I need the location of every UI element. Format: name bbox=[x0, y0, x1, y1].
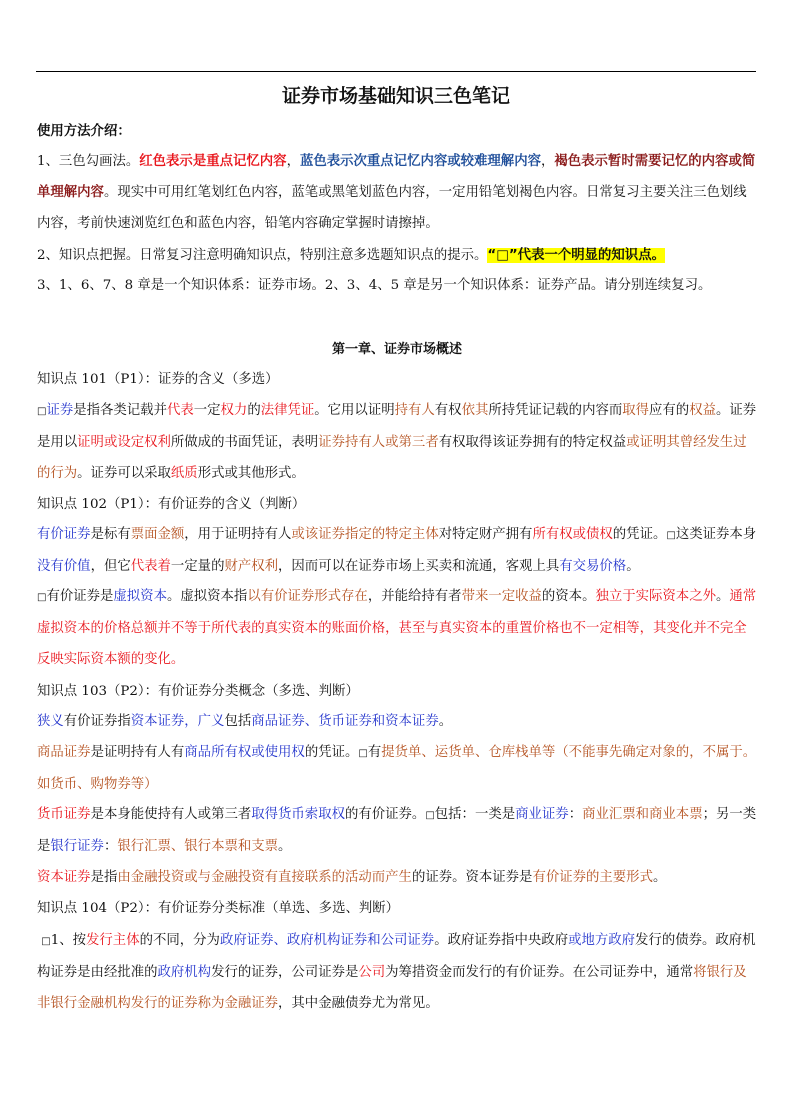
knowledge-point-marker-note: “□”代表一个明显的知识点。 bbox=[487, 248, 665, 263]
text-span: 狭义 bbox=[37, 714, 64, 729]
text-span: 提货单、运货单、仓库栈单等（不能事先确定对象的，不属于。如货币、购物券等） bbox=[37, 745, 757, 792]
text-span: 代表 bbox=[166, 403, 194, 418]
text-span: 货币证券 bbox=[37, 807, 91, 822]
kp104-heading: 知识点 104（P2）：有价证券分类标准（单选、多选、判断） bbox=[37, 901, 400, 916]
text-span: 发行的证券，公司证券是 bbox=[211, 965, 359, 980]
text-span: 是本身能使持有人或第三者 bbox=[90, 807, 252, 822]
text-span: 商品证券、货币证券和资本证券 bbox=[251, 714, 439, 729]
text-span: 。 bbox=[438, 714, 453, 729]
text-span: 有权取得该证券拥有的特定权益 bbox=[438, 435, 627, 450]
text-span: 是标有 bbox=[90, 527, 131, 542]
text-span: 取得 bbox=[622, 403, 650, 418]
kp103-money-securities bbox=[37, 799, 757, 862]
text-span: 是指 bbox=[90, 870, 118, 885]
kp101-heading: 知识点 101（P1）：证券的含义（多选） bbox=[37, 372, 279, 387]
usage-2-text: 2、知识点把握。日常复习注意明确知识点，特别注意多选题知识点的提示。 bbox=[37, 248, 488, 263]
text-span: 。 bbox=[278, 839, 292, 854]
text-span: 由金融投资或与金融投资有直接联系的活动而产生 bbox=[117, 870, 412, 885]
text-span: 应有的 bbox=[649, 403, 690, 418]
text-span: 是指各类记载并 bbox=[73, 403, 167, 418]
text-span: 权力 bbox=[220, 403, 248, 418]
text-span: ，广义 bbox=[184, 714, 225, 729]
text-span: 独立于实际资本之外 bbox=[595, 589, 716, 604]
text-span: 依其 bbox=[461, 403, 489, 418]
text-span: 带来一定收益 bbox=[461, 589, 542, 604]
usage-1-prefix: 1、三色勾画法。 bbox=[37, 154, 140, 169]
text-span: 有价证券指 bbox=[63, 714, 131, 729]
usage-paragraph-2 bbox=[37, 240, 757, 271]
usage-1-sep: ， bbox=[286, 154, 300, 169]
text-span: 资本证券 bbox=[37, 870, 91, 885]
text-span: 没有价值 bbox=[37, 559, 91, 574]
text-span: 法律凭证 bbox=[260, 403, 315, 418]
text-span: 有权 bbox=[434, 403, 462, 418]
text-span: 一定 bbox=[193, 403, 221, 418]
usage-paragraph-3: 3、1、6、7、8 章是一个知识体系：证券市场。2、3、4、5 章是另一个知识体系：证券产品。请分别连续复习。 bbox=[37, 278, 712, 293]
text-span: ，因而可以在证券市场上买卖和流通，客观上具 bbox=[278, 559, 560, 574]
text-span: 。虚拟资本指 bbox=[166, 589, 248, 604]
kp103-narrow-broad bbox=[37, 706, 757, 737]
text-span: 或该证券指定的特定主体 bbox=[291, 527, 439, 542]
brown-meaning-text: 褐色表示暂时需要记忆的内容或简单理解内容 bbox=[37, 154, 756, 200]
text-span: 政府机构 bbox=[157, 965, 212, 980]
text-span: 所持凭证记载的内容而 bbox=[488, 403, 623, 418]
text-span: 。 bbox=[626, 559, 640, 574]
text-span: 商业证券 bbox=[515, 807, 569, 822]
text-span: 是 bbox=[100, 589, 114, 604]
text-span: 的凭证。 bbox=[304, 745, 359, 760]
text-span: 有 bbox=[367, 745, 382, 760]
text-span: 一定量的 bbox=[170, 559, 225, 574]
text-span: 商品证券 bbox=[37, 745, 91, 760]
kp103-commodity-securities bbox=[37, 737, 757, 800]
text-span: 形式或其他形式。 bbox=[197, 466, 305, 481]
text-span: 的不同，分为 bbox=[139, 933, 220, 948]
knowledge-point-icon: □ bbox=[37, 592, 47, 603]
document-title: 证券市场基础知识三色笔记 bbox=[281, 85, 510, 107]
knowledge-point-icon: □ bbox=[41, 936, 51, 947]
usage-1-rest: 。现实中可用红笔划红色内容，蓝笔或黑笔划蓝色内容，一定用铅笔划褐色内容。日常复习主要关注三色划线内容，考前快速浏览红色和蓝色内容，铅笔内容确定掌握时请擦掉。 bbox=[37, 185, 747, 231]
text-span: 有价证券的主要形式 bbox=[532, 870, 653, 885]
text-span: 纸质 bbox=[170, 466, 198, 481]
usage-paragraph-1 bbox=[37, 146, 757, 239]
term-valuable-securities: 有价证券 bbox=[37, 527, 91, 542]
text-span: 所有权或债权 bbox=[532, 527, 613, 542]
text-span: 是证明持有人有 bbox=[90, 745, 185, 760]
text-span: 证明或设定权利 bbox=[77, 435, 171, 450]
text-span: 的凭证。 bbox=[612, 527, 667, 542]
usage-1-sep: ， bbox=[540, 154, 555, 169]
text-span: 有交易价格 bbox=[559, 559, 627, 574]
text-span: 对特定财产拥有 bbox=[438, 527, 533, 542]
kp103-heading: 知识点 103（P2）：有价证券分类概念（多选、判断） bbox=[37, 684, 359, 699]
text-span: 的资本。 bbox=[541, 589, 596, 604]
text-span: 包括：一类是 bbox=[434, 807, 516, 822]
text-span: 持有人 bbox=[394, 403, 435, 418]
text-span: 发行的债券。政府机构证券是由经批准的 bbox=[37, 933, 756, 980]
text-span: ，其中金融债券尤为常见。 bbox=[278, 996, 439, 1011]
term-securities: 证券 bbox=[46, 403, 74, 418]
text-span: 权益 bbox=[689, 403, 716, 418]
text-span: ；另一类是 bbox=[37, 807, 757, 854]
blue-meaning-text: 蓝色表示次重点记忆内容或较难理解内容 bbox=[299, 154, 541, 169]
kp102-body-1 bbox=[37, 519, 757, 582]
knowledge-point-icon: □ bbox=[37, 406, 47, 417]
text-span: 或 bbox=[626, 435, 640, 450]
text-span: ： bbox=[568, 807, 583, 822]
text-span: 。政府证券指中央政府 bbox=[434, 933, 569, 948]
text-span: 以有价证券形式存在 bbox=[247, 589, 368, 604]
knowledge-point-icon: □ bbox=[358, 748, 368, 759]
kp103-capital-securities bbox=[37, 862, 757, 893]
text-span: 虚拟资本 bbox=[113, 589, 167, 604]
text-span: 取得货币索取权 bbox=[251, 807, 345, 822]
text-span: ： bbox=[103, 839, 118, 854]
usage-heading: 使用方法介绍： bbox=[37, 124, 131, 139]
text-span: 有价证券 bbox=[46, 589, 101, 604]
knowledge-point-icon: □ bbox=[666, 530, 676, 541]
text-span: 。证券可以采取 bbox=[77, 466, 171, 481]
text-span: ，用于证明持有人 bbox=[184, 527, 292, 542]
text-span: 。 bbox=[652, 870, 667, 885]
text-span: 包括 bbox=[224, 714, 252, 729]
text-span: 银行汇票、银行本票和支票 bbox=[117, 839, 279, 854]
text-span: ，但它 bbox=[90, 559, 131, 574]
text-span: 通常虚拟资本的价格总额并不等于所代表的真实资本的账面价格，甚至与真实资本的重置价格也不一定相等，其变化并不完全反映实际资本额的变化。 bbox=[37, 589, 757, 667]
text-span: 资本证券 bbox=[130, 714, 185, 729]
text-span: 或地方政府 bbox=[568, 933, 636, 948]
text-span: 商业汇票和商业本票 bbox=[582, 807, 703, 822]
text-span: 证明其曾经发生过的行为 bbox=[37, 435, 747, 481]
text-span: 商品所有权或使用权 bbox=[184, 745, 305, 760]
header-rule bbox=[36, 71, 756, 72]
text-span: 证券持有人或第三者 bbox=[318, 435, 439, 450]
text-span: 1、按 bbox=[50, 933, 87, 948]
text-span: 银行证券 bbox=[50, 839, 104, 854]
text-span: 这类证券本身 bbox=[675, 527, 757, 542]
text-span: 公司 bbox=[358, 965, 386, 980]
text-span: 。证券是用以 bbox=[37, 403, 757, 450]
knowledge-point-icon: □ bbox=[425, 810, 435, 821]
text-span: 所做成的书面凭证，表明 bbox=[170, 435, 319, 450]
chapter-heading: 第一章、证券市场概述 bbox=[331, 342, 462, 357]
text-span: 为筹措资金而发行的有价证券。在公司证券中，通常 bbox=[385, 965, 694, 980]
kp104-body bbox=[37, 925, 757, 1019]
text-span: 发行主体 bbox=[86, 933, 140, 948]
text-span: 票面金额 bbox=[130, 527, 185, 542]
kp102-body-2 bbox=[37, 581, 757, 675]
kp102-heading: 知识点 102（P1）：有价证券的含义（判断） bbox=[37, 497, 306, 512]
text-span: 的证券。资本证券是 bbox=[411, 870, 533, 885]
text-span: 的 bbox=[247, 403, 261, 418]
text-span: 财产权利 bbox=[224, 559, 279, 574]
text-span: 政府证券、政府机构证券和公司证券 bbox=[219, 933, 435, 948]
kp101-body bbox=[37, 395, 757, 489]
text-span: 。 bbox=[715, 589, 730, 604]
text-span: 代表着 bbox=[130, 559, 171, 574]
text-span: ，并能给持有者 bbox=[367, 589, 462, 604]
text-span: 。它用以证明 bbox=[314, 403, 395, 418]
text-span: 的有价证券。 bbox=[344, 807, 426, 822]
red-meaning-text: 红色表示是重点记忆内容 bbox=[139, 154, 287, 169]
text-span: 将银行及非银行金融机构发行的证券称为金融证券 bbox=[37, 965, 747, 1011]
